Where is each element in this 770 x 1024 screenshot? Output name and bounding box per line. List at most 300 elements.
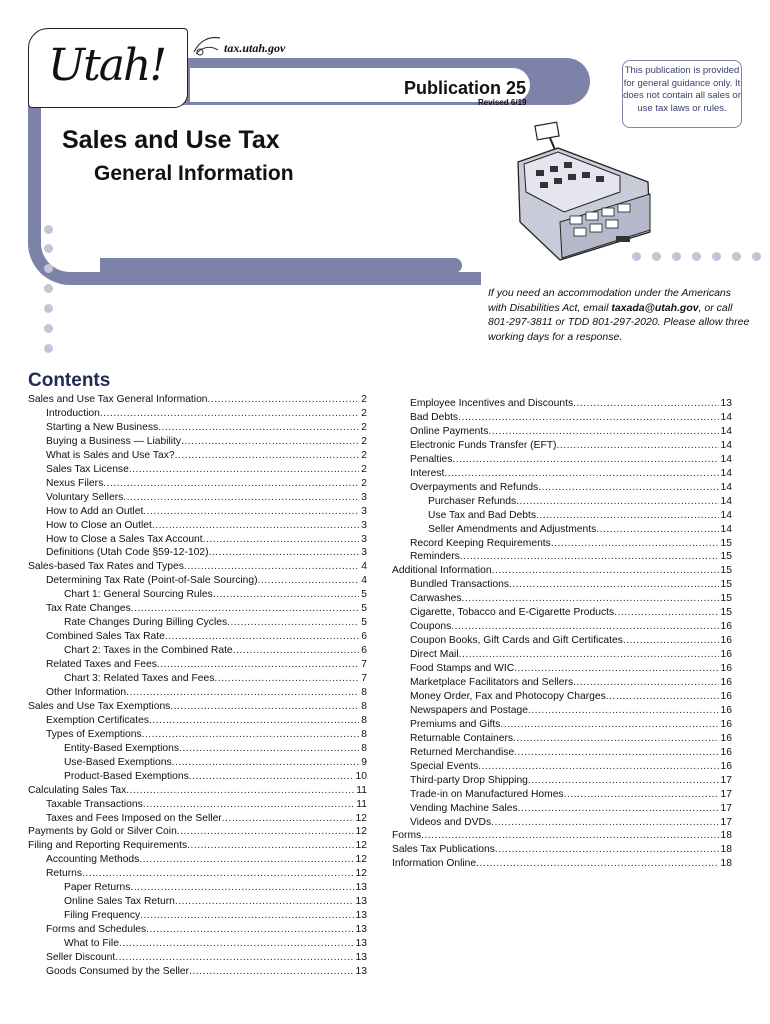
toc-entry-page: 12 bbox=[355, 868, 367, 880]
decor-dot bbox=[632, 252, 641, 261]
toc-entry-label: What is Sales and Use Tax? bbox=[46, 449, 175, 461]
toc-entry-label: Food Stamps and WIC bbox=[410, 663, 515, 675]
toc-entry-page: 17 bbox=[720, 802, 732, 814]
toc-entry-label: Online Sales Tax Return bbox=[64, 896, 175, 908]
toc-entry[interactable] bbox=[46, 686, 367, 700]
toc-entry[interactable] bbox=[46, 965, 367, 979]
toc-leader bbox=[514, 746, 718, 760]
toc-leader bbox=[444, 467, 718, 481]
toc-entry-label: Third-party Drop Shipping bbox=[410, 774, 528, 786]
toc-entry[interactable] bbox=[64, 895, 367, 909]
toc-entry-label: Bad Debts bbox=[410, 411, 459, 423]
toc-entry[interactable] bbox=[28, 393, 367, 407]
toc-entry[interactable] bbox=[410, 732, 732, 746]
toc-leader bbox=[213, 588, 359, 602]
toc-entry-page: 7 bbox=[361, 659, 367, 671]
toc-entry[interactable] bbox=[46, 491, 367, 505]
toc-entry-label: Money Order, Fax and Photocopy Charges bbox=[410, 690, 606, 702]
toc-entry-label: Bundled Transactions bbox=[410, 579, 510, 591]
toc-entry-page: 13 bbox=[355, 924, 367, 936]
page-subtitle: General Information bbox=[94, 162, 294, 185]
toc-entry[interactable] bbox=[410, 578, 732, 592]
toc-leader bbox=[518, 802, 719, 816]
toc-entry[interactable] bbox=[410, 690, 732, 704]
toc-entry-label: Paper Returns bbox=[64, 882, 131, 894]
toc-leader bbox=[614, 606, 718, 620]
toc-entry[interactable] bbox=[28, 784, 367, 798]
toc-entry-page: 3 bbox=[361, 547, 367, 559]
toc-entry-page: 8 bbox=[361, 686, 367, 698]
toc-entry-label: How to Close an Outlet bbox=[46, 519, 152, 531]
toc-entry-page: 14 bbox=[720, 425, 732, 437]
toc-entry[interactable] bbox=[410, 481, 732, 495]
toc-entry[interactable] bbox=[46, 449, 367, 463]
toc-entry-page: 14 bbox=[720, 495, 732, 507]
toc-entry[interactable] bbox=[46, 407, 367, 421]
toc-leader bbox=[130, 881, 353, 895]
toc-leader bbox=[509, 578, 719, 592]
cash-register-icon bbox=[500, 112, 670, 262]
toc-entry-page: 6 bbox=[361, 645, 367, 657]
toc-entry-label: Entity-Based Exemptions bbox=[64, 742, 180, 754]
toc-entry-page: 15 bbox=[720, 565, 732, 577]
toc-entry[interactable] bbox=[46, 421, 367, 435]
toc-entry[interactable] bbox=[428, 509, 732, 523]
toc-entry[interactable] bbox=[410, 606, 732, 620]
toc-leader bbox=[214, 672, 359, 686]
toc-entry[interactable] bbox=[64, 742, 367, 756]
toc-leader bbox=[157, 658, 359, 672]
toc-leader bbox=[458, 411, 718, 425]
toc-leader bbox=[573, 397, 718, 411]
toc-entry-page: 14 bbox=[720, 411, 732, 423]
toc-entry-label: Use Tax and Bad Debts bbox=[428, 509, 536, 521]
toc-entry-label: Direct Mail bbox=[410, 649, 459, 661]
toc-leader bbox=[536, 509, 719, 523]
toc-entry[interactable] bbox=[410, 662, 732, 676]
toc-entry-label: Forms bbox=[392, 830, 422, 842]
toc-leader bbox=[189, 965, 353, 979]
toc-entry[interactable] bbox=[410, 550, 732, 564]
toc-entry[interactable] bbox=[410, 718, 732, 732]
toc-entry[interactable] bbox=[428, 523, 732, 537]
toc-entry[interactable] bbox=[410, 467, 732, 481]
toc-entry-page: 13 bbox=[355, 965, 367, 977]
toc-entry-page: 15 bbox=[720, 551, 732, 563]
toc-entry-page: 16 bbox=[720, 718, 732, 730]
toc-entry-page: 11 bbox=[356, 798, 367, 810]
toc-entry[interactable] bbox=[410, 397, 732, 411]
toc-entry-label: Forms and Schedules bbox=[46, 924, 147, 936]
toc-entry[interactable] bbox=[410, 746, 732, 760]
toc-entry-page: 13 bbox=[355, 952, 367, 963]
toc-entry[interactable] bbox=[410, 634, 732, 648]
toc-leader bbox=[179, 742, 359, 756]
toc-leader bbox=[100, 407, 359, 421]
toc-leader bbox=[82, 867, 353, 881]
toc-entry[interactable] bbox=[410, 816, 732, 830]
toc-entry-page: 12 bbox=[355, 812, 367, 824]
toc-entry[interactable] bbox=[46, 951, 367, 965]
toc-leader bbox=[460, 550, 719, 564]
toc-leader bbox=[222, 812, 354, 826]
toc-leader bbox=[452, 453, 718, 467]
toc-entry-page: 4 bbox=[361, 575, 367, 587]
toc-leader bbox=[158, 421, 359, 435]
accommodation-notice bbox=[488, 286, 750, 344]
toc-entry[interactable] bbox=[64, 616, 367, 630]
toc-leader bbox=[451, 620, 718, 634]
site-url: tax.utah.gov bbox=[224, 41, 286, 55]
toc-leader bbox=[119, 937, 354, 951]
accommodation-text-end: , or call 801-297-3811 or TDD 801-297-2020. Please allow three working days for a response. bbox=[488, 301, 750, 343]
toc-entry-label: Accounting Methods bbox=[46, 854, 140, 866]
toc-entry-page: 15 bbox=[720, 579, 732, 591]
toc-entry-label: Filing and Reporting Requirements bbox=[28, 840, 188, 852]
toc-entry[interactable] bbox=[64, 909, 367, 923]
toc-entry-label: Premiums and Gifts bbox=[410, 718, 501, 730]
toc-entry-page: 15 bbox=[720, 537, 732, 549]
toc-leader bbox=[149, 714, 359, 728]
toc-entry[interactable] bbox=[410, 592, 732, 606]
toc-entry[interactable] bbox=[46, 477, 367, 491]
toc-entry[interactable] bbox=[46, 574, 367, 588]
toc-entry-page: 12 bbox=[355, 826, 367, 838]
decor-dot bbox=[44, 284, 53, 293]
toc-entry[interactable] bbox=[46, 714, 367, 728]
toc-entry[interactable] bbox=[410, 620, 732, 634]
toc-entry[interactable] bbox=[410, 648, 732, 662]
toc-entry[interactable] bbox=[46, 435, 367, 449]
toc-entry[interactable] bbox=[410, 411, 732, 425]
toc-entry-page: 16 bbox=[720, 732, 732, 744]
decor-dot bbox=[44, 324, 53, 333]
toc-entry[interactable] bbox=[46, 812, 367, 826]
toc-entry-page: 16 bbox=[720, 663, 732, 675]
toc-entry-label: Introduction bbox=[46, 407, 100, 419]
toc-entry-label: Buying a Business — Liability bbox=[46, 435, 182, 447]
utah-logo-text: Utah! bbox=[48, 40, 166, 91]
toc-entry-label: Electronic Funds Transfer (EFT) bbox=[410, 439, 557, 451]
toc-entry[interactable] bbox=[410, 704, 732, 718]
toc-leader bbox=[177, 825, 354, 839]
toc-leader bbox=[495, 843, 719, 857]
decor-dot bbox=[752, 252, 761, 261]
toc-entry-page: 2 bbox=[361, 449, 367, 461]
toc-entry-label: Combined Sales Tax Rate bbox=[46, 631, 165, 643]
decor-dot bbox=[44, 264, 53, 273]
toc-entry-label: Sales and Use Tax Exemptions bbox=[28, 700, 171, 712]
toc-entry-page: 18 bbox=[720, 858, 732, 870]
toc-entry-label: Carwashes bbox=[410, 593, 462, 605]
toc-leader bbox=[175, 449, 360, 463]
toc-entry[interactable] bbox=[28, 560, 367, 574]
toc-leader bbox=[258, 574, 360, 588]
accommodation-email-link[interactable]: taxada@utah.gov bbox=[611, 301, 699, 314]
toc-leader bbox=[421, 829, 718, 843]
toc-entry-label: Videos and DVDs bbox=[410, 816, 492, 828]
toc-entry-label: Filing Frequency bbox=[64, 910, 141, 922]
toc-leader bbox=[528, 774, 719, 788]
decor-dot bbox=[732, 252, 741, 261]
toc-entry[interactable] bbox=[410, 760, 732, 774]
toc-leader bbox=[184, 560, 359, 574]
toc-entry-label: Nexus Filers bbox=[46, 477, 104, 489]
toc-entry[interactable] bbox=[64, 588, 367, 602]
toc-entry-label: Related Taxes and Fees bbox=[46, 659, 157, 671]
toc-leader bbox=[143, 505, 359, 519]
toc-leader bbox=[189, 770, 354, 784]
toc-entry-label: Sales-based Tax Rates and Types bbox=[28, 561, 184, 573]
toc-entry[interactable] bbox=[392, 843, 732, 857]
toc-leader bbox=[233, 644, 360, 658]
toc-entry-label: Special Events bbox=[410, 760, 479, 772]
toc-entry-page: 13 bbox=[720, 398, 732, 409]
toc-entry[interactable] bbox=[46, 533, 367, 547]
toc-entry-label: What to File bbox=[64, 938, 119, 950]
toc-entry-page: 16 bbox=[720, 690, 732, 702]
toc-leader bbox=[513, 732, 719, 746]
toc-leader bbox=[115, 951, 353, 965]
toc-entry[interactable] bbox=[64, 672, 367, 686]
toc-entry-page: 13 bbox=[355, 896, 367, 908]
toc-entry-label: Record Keeping Requirements bbox=[410, 537, 551, 549]
toc-entry-page: 12 bbox=[355, 854, 367, 866]
toc-leader bbox=[623, 634, 719, 648]
toc-entry-page: 10 bbox=[355, 770, 367, 782]
decor-dot bbox=[44, 244, 53, 253]
toc-entry-label: Chart 2: Taxes in the Combined Rate bbox=[64, 645, 233, 657]
toc-entry-label: Returns bbox=[46, 868, 83, 880]
toc-entry-page: 13 bbox=[355, 882, 367, 894]
toc-entry-page: 9 bbox=[361, 756, 367, 768]
toc-entry[interactable] bbox=[46, 798, 367, 812]
page-title: Sales and Use Tax bbox=[62, 126, 280, 154]
toc-leader bbox=[528, 704, 719, 718]
toc-entry-label: Tax Rate Changes bbox=[46, 603, 131, 615]
toc-leader bbox=[516, 495, 718, 509]
toc-entry-page: 16 bbox=[720, 760, 732, 772]
toc-entry-page: 16 bbox=[720, 677, 732, 688]
decor-dot bbox=[672, 252, 681, 261]
toc-entry-page: 15 bbox=[720, 593, 732, 605]
decor-dot bbox=[692, 252, 701, 261]
toc-leader bbox=[227, 616, 359, 630]
toc-leader bbox=[551, 537, 719, 551]
toc-leader bbox=[209, 546, 360, 560]
toc-entry-page: 2 bbox=[361, 463, 367, 475]
toc-entry[interactable] bbox=[410, 802, 732, 816]
pen-icon bbox=[190, 32, 224, 60]
toc-entry[interactable] bbox=[46, 519, 367, 533]
toc-entry[interactable] bbox=[46, 853, 367, 867]
toc-leader bbox=[140, 909, 353, 923]
toc-entry-label: Definitions (Utah Code §59-12-102) bbox=[46, 547, 209, 559]
toc-entry-label: Use-Based Exemptions bbox=[64, 756, 172, 768]
toc-entry-page: 8 bbox=[361, 742, 367, 754]
toc-entry-page: 17 bbox=[720, 774, 732, 786]
toc-entry-label: Cigarette, Tobacco and E-Cigarette Products bbox=[410, 607, 615, 619]
toc-entry[interactable] bbox=[410, 676, 732, 690]
toc-entry-page: 8 bbox=[361, 728, 367, 740]
toc-entry-page: 14 bbox=[720, 509, 732, 521]
toc-entry-label: How to Add an Outlet bbox=[46, 505, 144, 517]
toc-entry[interactable] bbox=[46, 602, 367, 616]
toc-entry-label: Types of Exemptions bbox=[46, 728, 142, 740]
toc-leader bbox=[172, 756, 360, 770]
toc-leader bbox=[143, 798, 355, 812]
toc-entry[interactable] bbox=[46, 728, 367, 742]
toc-entry[interactable] bbox=[392, 564, 732, 578]
toc-entry-label: Other Information bbox=[46, 686, 127, 698]
toc-entry[interactable] bbox=[46, 658, 367, 672]
toc-leader bbox=[175, 895, 354, 909]
toc-entry-page: 16 bbox=[720, 649, 732, 661]
toc-entry[interactable] bbox=[46, 867, 367, 881]
toc-entry-page: 7 bbox=[361, 673, 367, 684]
toc-entry[interactable] bbox=[64, 756, 367, 770]
decor-dot bbox=[44, 344, 53, 353]
toc-entry-page: 3 bbox=[361, 533, 367, 545]
toc-entry[interactable] bbox=[46, 630, 367, 644]
decor-dot bbox=[44, 225, 53, 234]
toc-entry-label: Coupon Books, Gift Cards and Gift Certificates bbox=[410, 635, 623, 647]
toc-entry-page: 6 bbox=[361, 631, 367, 643]
toc-entry[interactable] bbox=[64, 770, 367, 784]
toc-entry-page: 5 bbox=[361, 617, 367, 629]
toc-leader bbox=[103, 477, 359, 491]
toc-entry-label: Returned Merchandise bbox=[410, 746, 515, 758]
toc-leader bbox=[131, 602, 360, 616]
toc-entry-page: 16 bbox=[720, 746, 732, 758]
toc-entry[interactable] bbox=[428, 495, 732, 509]
toc-entry-label: Exemption Certificates bbox=[46, 714, 150, 726]
decor-dot bbox=[652, 252, 661, 261]
toc-leader bbox=[556, 439, 718, 453]
toc-leader bbox=[492, 564, 719, 578]
toc-entry-page: 13 bbox=[355, 910, 367, 922]
toc-entry-label: How to Close a Sales Tax Account bbox=[46, 533, 203, 545]
toc-leader bbox=[203, 533, 360, 547]
toc-leader bbox=[514, 662, 718, 676]
toc-entry-label: Returnable Containers bbox=[410, 732, 514, 744]
toc-entry-label: Reminders bbox=[410, 551, 460, 563]
toc-entry-page: 17 bbox=[720, 788, 732, 800]
toc-leader bbox=[500, 718, 718, 732]
toc-entry[interactable] bbox=[410, 774, 732, 788]
toc-entry-label: Chart 1: General Sourcing Rules bbox=[64, 589, 213, 601]
toc-entry-page: 2 bbox=[361, 394, 367, 405]
toc-entry-page: 16 bbox=[720, 704, 732, 716]
toc-entry-label: Sales Tax Publications bbox=[392, 844, 495, 856]
toc-entry[interactable] bbox=[410, 439, 732, 453]
toc-entry-page: 18 bbox=[720, 844, 732, 856]
toc-entry-label: Seller Amendments and Adjustments bbox=[428, 523, 597, 535]
guidance-notice: This publication is provided for general guidance only. It does not contain all sales or use tax laws or rules. bbox=[622, 60, 742, 128]
toc-entry[interactable] bbox=[64, 937, 367, 951]
toc-entry-label: Employee Incentives and Discounts bbox=[410, 398, 574, 409]
toc-entry-label: Sales and Use Tax General Information bbox=[28, 394, 208, 405]
toc-entry-page: 3 bbox=[361, 505, 367, 517]
toc-entry-page: 2 bbox=[361, 435, 367, 447]
toc-entry-label: Newspapers and Postage bbox=[410, 704, 528, 716]
accommodation-text: If you need an accommodation under the Americans with Disabilities Act, email bbox=[488, 287, 732, 314]
toc-entry-label: Rate Changes During Billing Cycles bbox=[64, 617, 228, 629]
toc-entry-label: Additional Information bbox=[392, 565, 492, 577]
toc-entry-label: Marketplace Facilitators and Sellers bbox=[410, 677, 574, 688]
toc-entry[interactable] bbox=[392, 857, 732, 871]
toc-entry-label: Trade-in on Manufactured Homes bbox=[410, 788, 564, 800]
toc-entry[interactable] bbox=[64, 644, 367, 658]
toc-entry[interactable] bbox=[392, 829, 732, 843]
toc-entry-page: 14 bbox=[720, 453, 732, 465]
toc-entry-label: Online Payments bbox=[410, 425, 489, 437]
toc-entry[interactable] bbox=[64, 881, 367, 895]
toc-leader bbox=[488, 425, 718, 439]
toc-entry-label: Seller Discount bbox=[46, 952, 116, 963]
toc-entry[interactable] bbox=[46, 463, 367, 477]
toc-leader bbox=[170, 700, 359, 714]
toc-entry[interactable] bbox=[28, 825, 367, 839]
toc-entry-label: Coupons bbox=[410, 621, 452, 633]
toc-entry[interactable] bbox=[46, 546, 367, 560]
toc-entry-page: 8 bbox=[361, 700, 367, 712]
toc-entry-page: 4 bbox=[361, 561, 367, 573]
toc-entry[interactable] bbox=[410, 453, 732, 467]
toc-entry-label: Sales Tax License bbox=[46, 463, 129, 475]
toc-entry-label: Determining Tax Rate (Point-of-Sale Sourcing) bbox=[46, 575, 258, 587]
toc-entry-page: 11 bbox=[356, 784, 367, 796]
toc-leader bbox=[208, 393, 360, 407]
toc-entry-page: 14 bbox=[720, 481, 732, 493]
toc-leader bbox=[181, 435, 359, 449]
toc-leader bbox=[459, 648, 719, 662]
toc-leader bbox=[573, 676, 718, 690]
toc-entry-label: Calculating Sales Tax bbox=[28, 784, 127, 796]
toc-entry-page: 5 bbox=[361, 603, 367, 615]
toc-entry-page: 8 bbox=[361, 714, 367, 726]
toc-entry-label: Chart 3: Related Taxes and Fees bbox=[64, 673, 215, 684]
toc-entry-label: Taxable Transactions bbox=[46, 798, 143, 810]
toc-entry-page: 3 bbox=[361, 519, 367, 531]
toc-entry[interactable] bbox=[28, 700, 367, 714]
toc-entry-label: Penalties bbox=[410, 453, 453, 465]
toc-leader bbox=[538, 481, 718, 495]
toc-entry-page: 16 bbox=[720, 621, 732, 633]
toc-leader bbox=[129, 463, 359, 477]
toc-entry-label: Purchaser Refunds bbox=[428, 495, 517, 507]
toc-entry-label: Information Online bbox=[392, 858, 477, 870]
toc-entry[interactable] bbox=[46, 923, 367, 937]
toc-entry[interactable] bbox=[410, 537, 732, 551]
toc-leader bbox=[123, 491, 359, 505]
toc-entry-page: 14 bbox=[720, 523, 732, 535]
toc-entry[interactable] bbox=[46, 505, 367, 519]
toc-entry[interactable] bbox=[410, 788, 732, 802]
toc-entry-page: 16 bbox=[720, 635, 732, 647]
toc-entry-page: 12 bbox=[355, 840, 367, 852]
contents-heading: Contents bbox=[28, 370, 111, 391]
toc-entry-page: 2 bbox=[361, 477, 367, 489]
toc-entry-page: 3 bbox=[361, 491, 367, 503]
toc-entry[interactable] bbox=[410, 425, 732, 439]
title-frame-bottom bbox=[100, 258, 462, 273]
toc-leader bbox=[142, 728, 360, 742]
toc-entry-page: 2 bbox=[361, 407, 367, 419]
toc-entry[interactable] bbox=[28, 839, 367, 853]
toc-entry-label: Product-Based Exemptions bbox=[64, 770, 189, 782]
toc-entry-page: 14 bbox=[720, 467, 732, 479]
